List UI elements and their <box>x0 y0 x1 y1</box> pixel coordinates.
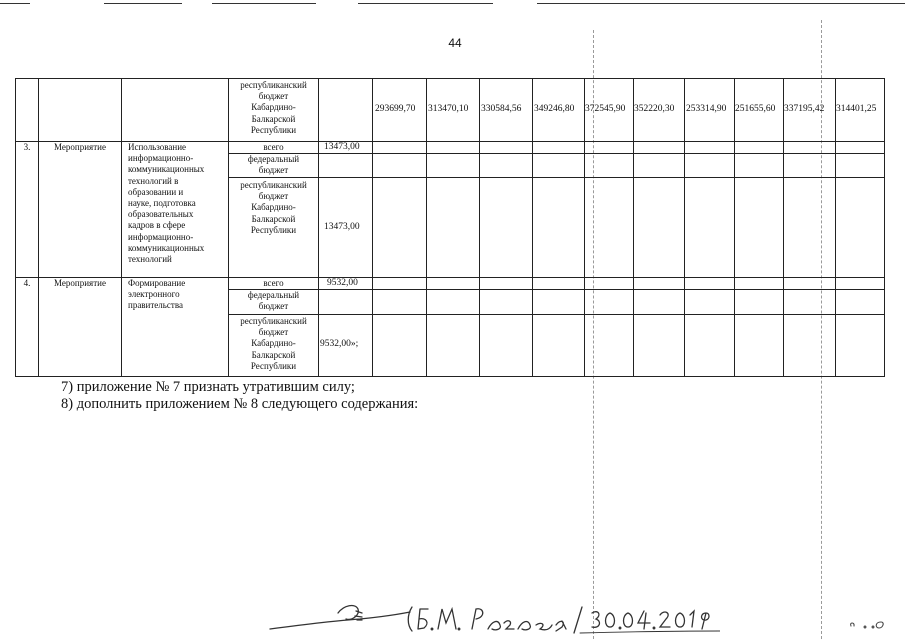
table-cell: 251655,60 <box>735 104 776 114</box>
row-kind: Мероприятие <box>54 278 106 288</box>
table-rule <box>633 78 634 377</box>
table-rule <box>228 177 884 178</box>
table-rule <box>228 289 884 290</box>
top-rule-fragment <box>212 3 316 4</box>
row-name: Формирование электронного правительства <box>128 278 186 311</box>
table-cell: 9532,00 <box>327 278 358 288</box>
source-label-republic: республиканский бюджет Кабардино- Балкарской Республики <box>240 180 307 235</box>
table-cell: 314401,25 <box>836 104 877 114</box>
table-cell: 293699,70 <box>375 104 416 114</box>
table-rule <box>684 78 685 377</box>
table-rule <box>783 78 784 377</box>
table-rule <box>15 78 16 377</box>
table-cell: 13473,00 <box>324 222 360 232</box>
corner-handwritten-mark <box>845 614 895 634</box>
table-cell: 372545,90 <box>585 104 626 114</box>
table-cell: 337195,42 <box>784 104 825 114</box>
table-cell: 313470,10 <box>428 104 469 114</box>
row-number: 4. <box>23 278 31 288</box>
table-rule <box>835 78 836 377</box>
source-label-republic: республиканский бюджет Кабардино- Балкарской Республики <box>240 80 307 135</box>
table-rule <box>318 78 319 377</box>
table-rule <box>584 78 585 377</box>
source-label-total: всего <box>263 142 284 152</box>
row-kind: Мероприятие <box>54 142 106 152</box>
table-cell: 9532,00»; <box>320 339 359 349</box>
table-rule <box>479 78 480 377</box>
scan-fold-line <box>593 30 594 639</box>
source-label-republic: республиканский бюджет Кабардино- Балкарской Республики <box>240 316 307 371</box>
table-rule <box>38 78 39 377</box>
table-cell: 330584,56 <box>481 104 522 114</box>
row-number: 3. <box>23 142 31 152</box>
table-cell: 13473,00 <box>324 142 360 152</box>
paragraph-item-8: 8) дополнить приложением № 8 следующего содержания: <box>61 396 419 412</box>
row-name: Использование информационно- коммуникационных технологий в образовании и науке, подготовка образовательных кадров в сфере информационно- коммуникационных технологий <box>128 142 205 265</box>
top-rule-fragment <box>104 3 182 4</box>
table-rule <box>426 78 427 377</box>
table-rule <box>121 78 122 377</box>
source-label-federal: федеральный бюджет <box>247 290 300 312</box>
source-label-federal: федеральный бюджет <box>247 154 300 176</box>
table-rule <box>15 78 884 79</box>
table-rule <box>734 78 735 377</box>
table-rule <box>228 314 884 315</box>
table-rule <box>532 78 533 377</box>
table-rule <box>15 376 884 377</box>
table-rule <box>884 78 885 377</box>
top-rule-fragment <box>358 3 493 4</box>
table-rule <box>372 78 373 377</box>
page-number: 44 <box>448 36 462 50</box>
top-rule-fragment <box>0 3 30 4</box>
table-cell: 349246,80 <box>534 104 575 114</box>
source-label-total: всего <box>263 278 284 288</box>
table-rule <box>228 153 884 154</box>
table-cell: 253314,90 <box>686 104 727 114</box>
table-cell: 352220,30 <box>634 104 675 114</box>
handwritten-signature <box>260 595 720 635</box>
paragraph-item-7: 7) приложение № 7 признать утратившим силу; <box>61 379 355 395</box>
top-rule-fragment <box>537 3 905 4</box>
